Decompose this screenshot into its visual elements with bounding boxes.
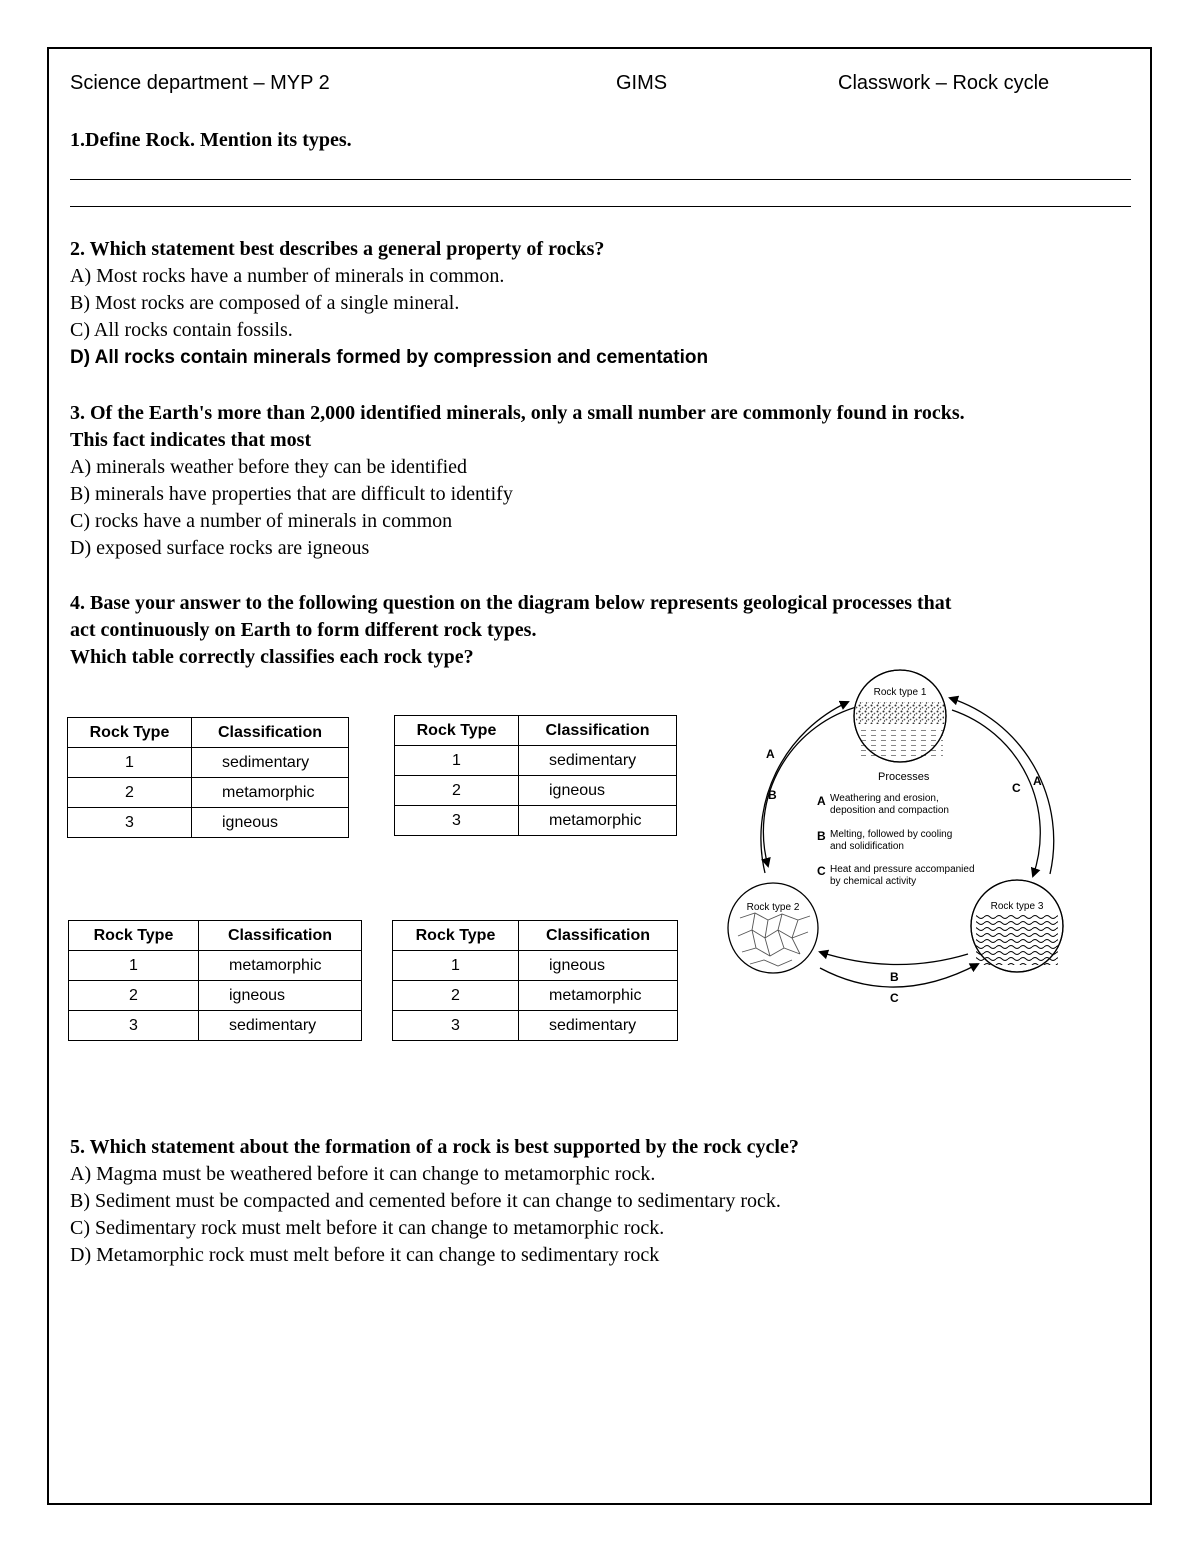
q5-option-a[interactable]: A) Magma must be weathered before it can change to metamorphic rock. xyxy=(70,1163,656,1185)
q3-option-b[interactable]: B) minerals have properties that are difficult to identify xyxy=(70,483,513,505)
question-3-line-1: 3. Of the Earth's more than 2,000 identified minerals, only a small number are commonly found in rocks. xyxy=(70,402,965,424)
label-b-left: B xyxy=(768,788,777,802)
table-cell: metamorphic xyxy=(519,806,677,836)
question-3-line-2: This fact indicates that most xyxy=(70,429,312,451)
table-cell: igneous xyxy=(192,808,349,838)
table-cell: sedimentary xyxy=(519,1011,678,1041)
label-a-left: A xyxy=(766,747,775,761)
table-cell: 1 xyxy=(69,951,199,981)
q5-option-c[interactable]: C) Sedimentary rock must melt before it can change to metamorphic rock. xyxy=(70,1217,665,1239)
table-cell: 2 xyxy=(69,981,199,1011)
q3-option-a[interactable]: A) minerals weather before they can be identified xyxy=(70,456,468,478)
table-cell: sedimentary xyxy=(519,746,677,776)
table-header: Classification xyxy=(199,921,362,951)
processes-title: Processes xyxy=(878,771,930,783)
table-cell: 1 xyxy=(393,951,519,981)
table-cell: 3 xyxy=(68,808,192,838)
q5-option-b[interactable]: B) Sediment must be compacted and cemented before it can change to sedimentary rock. xyxy=(70,1190,781,1212)
q2-option-a[interactable]: A) Most rocks have a number of minerals in common. xyxy=(70,265,505,287)
q3-option-d[interactable]: D) exposed surface rocks are igneous xyxy=(70,537,370,559)
answer-table-2[interactable] xyxy=(394,715,677,836)
header-title: Classwork – Rock cycle xyxy=(838,72,1050,94)
table-header: Rock Type xyxy=(69,921,199,951)
q5-option-d[interactable]: D) Metamorphic rock must melt before it can change to sedimentary rock xyxy=(70,1244,660,1266)
arrow-b-inner-bottom xyxy=(820,952,968,965)
q2-option-b[interactable]: B) Most rocks are composed of a single mineral. xyxy=(70,292,460,314)
table-cell: metamorphic xyxy=(519,981,678,1011)
table-cell: 2 xyxy=(393,981,519,1011)
question-4-line-1: 4. Base your answer to the following question on the diagram below represents geological processes that xyxy=(70,592,952,614)
rock-type-2-circle xyxy=(728,883,818,973)
arrow-c-outer-bottom xyxy=(820,964,978,987)
table-cell: 3 xyxy=(395,806,519,836)
label-c-right: C xyxy=(1012,781,1021,795)
table-header: Classification xyxy=(519,921,678,951)
table-cell: sedimentary xyxy=(199,1011,362,1041)
process-b-line-1: Melting, followed by cooling xyxy=(830,829,953,840)
table-cell: 1 xyxy=(68,748,192,778)
process-c-line-2: by chemical activity xyxy=(830,876,917,887)
table-cell: metamorphic xyxy=(199,951,362,981)
table-cell: igneous xyxy=(519,951,678,981)
rock-type-3-circle xyxy=(971,880,1063,972)
answer-line-2[interactable] xyxy=(70,206,1131,207)
processes-legend xyxy=(817,771,975,887)
table-header: Rock Type xyxy=(395,716,519,746)
table-cell: sedimentary xyxy=(192,748,349,778)
arrow-c-inner-right xyxy=(952,710,1040,876)
question-1: 1.Define Rock. Mention its types. xyxy=(70,129,352,151)
process-c-letter: C xyxy=(817,864,826,878)
table-cell: igneous xyxy=(199,981,362,1011)
rock-type-2-label: Rock type 2 xyxy=(746,902,800,913)
label-a-right: A xyxy=(1033,774,1042,788)
table-cell: 3 xyxy=(393,1011,519,1041)
table-cell: 3 xyxy=(69,1011,199,1041)
process-b-line-2: and solidification xyxy=(830,841,904,852)
label-c-bottom: C xyxy=(890,991,899,1005)
question-5: 5. Which statement about the formation of a rock is best supported by the rock cycle? xyxy=(70,1136,799,1158)
q3-option-c[interactable]: C) rocks have a number of minerals in common xyxy=(70,510,453,532)
table-cell: 2 xyxy=(68,778,192,808)
process-c-line-1: Heat and pressure accompanied xyxy=(830,864,975,875)
header-department: Science department – MYP 2 xyxy=(70,72,330,94)
question-4-line-3: Which table correctly classifies each rock type? xyxy=(70,646,474,668)
table-header: Rock Type xyxy=(68,718,192,748)
header-school: GIMS xyxy=(616,72,668,94)
table-cell: 2 xyxy=(395,776,519,806)
table-cell: igneous xyxy=(519,776,677,806)
table-header: Rock Type xyxy=(393,921,519,951)
process-a-line-2: deposition and compaction xyxy=(830,805,949,816)
answer-table-3[interactable] xyxy=(68,920,362,1041)
rock-type-1-label: Rock type 1 xyxy=(873,687,927,698)
table-header: Classification xyxy=(519,716,677,746)
answer-table-4[interactable] xyxy=(392,920,678,1041)
table-cell: metamorphic xyxy=(192,778,349,808)
process-a-line-1: Weathering and erosion, xyxy=(830,793,939,804)
q2-option-d[interactable]: D) All rocks contain minerals formed by compression and cementation xyxy=(70,347,709,368)
table-cell: 1 xyxy=(395,746,519,776)
rock-type-3-label: Rock type 3 xyxy=(990,901,1044,912)
label-b-bottom: B xyxy=(890,970,899,984)
process-b-letter: B xyxy=(817,829,826,843)
rock-type-1-circle xyxy=(854,670,946,762)
answer-line-1[interactable] xyxy=(70,179,1131,180)
question-2: 2. Which statement best describes a general property of rocks? xyxy=(70,238,605,260)
process-a-letter: A xyxy=(817,794,826,808)
q2-option-c[interactable]: C) All rocks contain fossils. xyxy=(70,319,293,341)
rock-cycle-diagram xyxy=(720,668,1080,1013)
table-header: Classification xyxy=(192,718,349,748)
answer-table-1[interactable] xyxy=(67,717,349,838)
question-4-line-2: act continuously on Earth to form different rock types. xyxy=(70,619,537,641)
